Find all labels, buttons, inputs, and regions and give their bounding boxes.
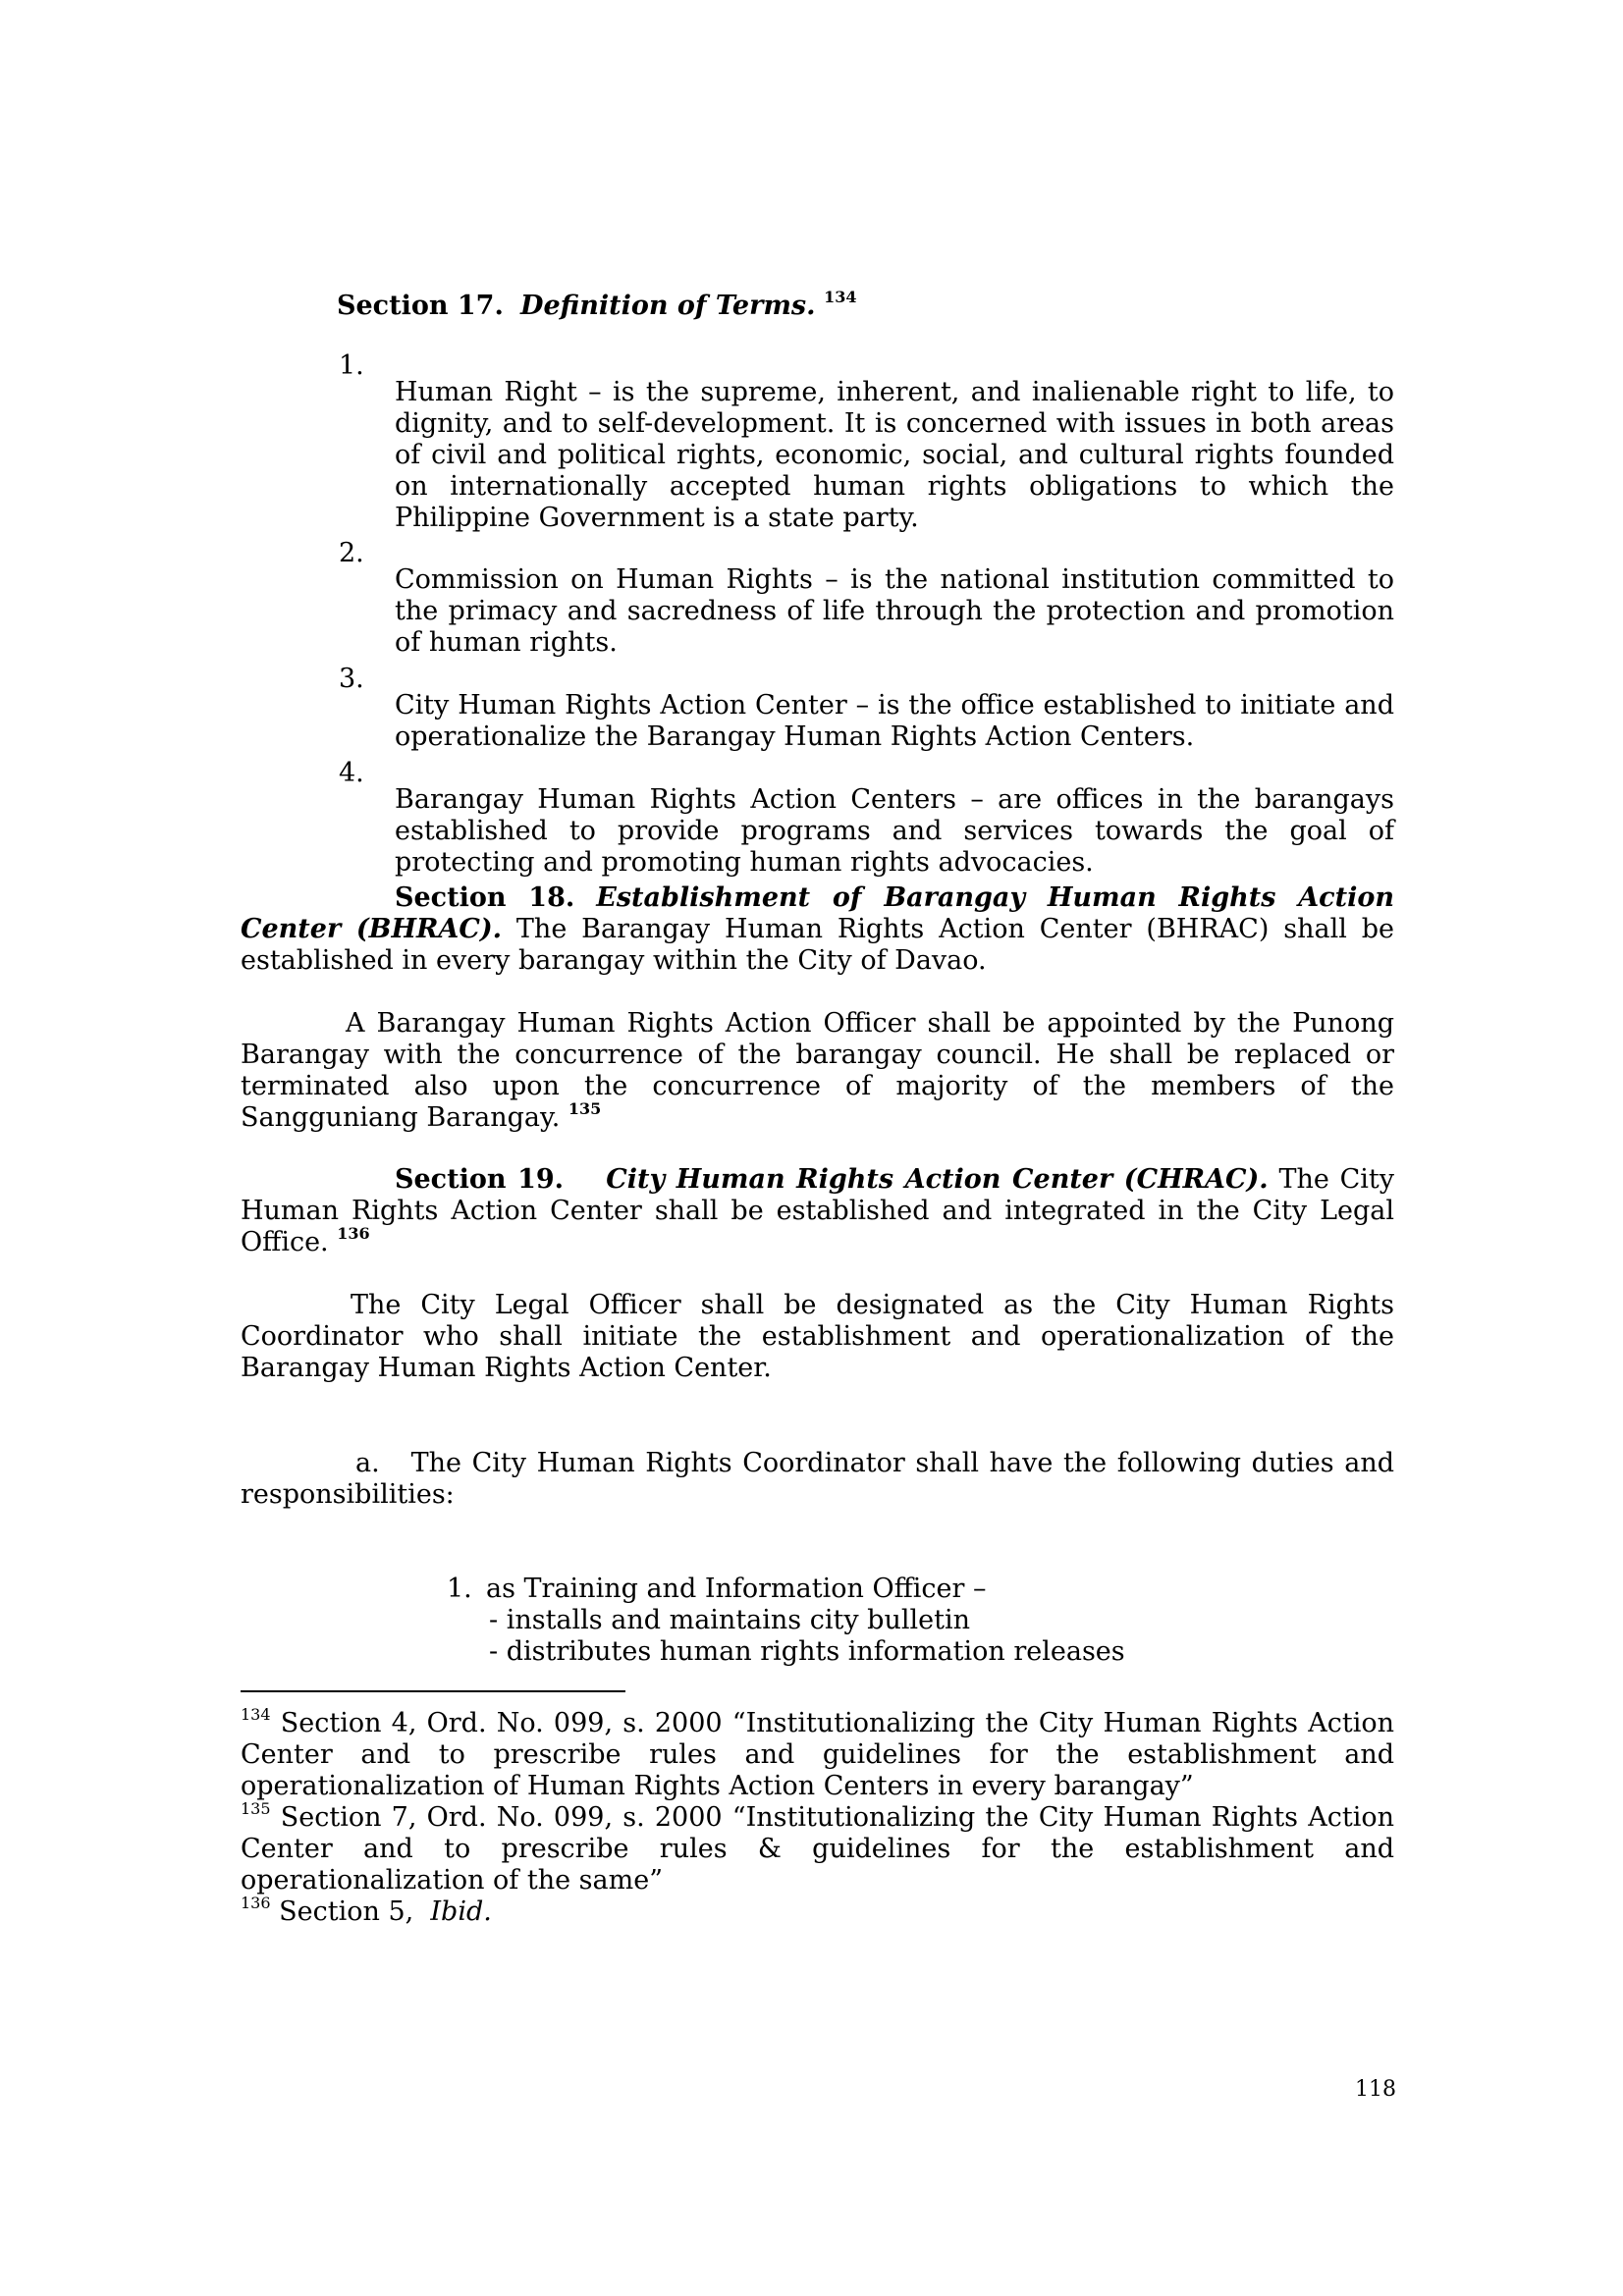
section-17-label: Section 17. [337, 291, 504, 321]
definition-text: Human Right – is the supreme, inherent, and inalienable right to life, to dignity, and to self-development. It is concerned with issues in both areas of civil and political rights, economic, social, and cultural rights founded on internationally accepted human rights obligations to which the Philippine Government is a state party. [395, 377, 1394, 533]
section-18-label: Section 18. [395, 882, 575, 913]
section-19-title: City Human Rights Action Center (CHRAC). [606, 1164, 1269, 1195]
footnote-text: Section 7, Ord. No. 099, s. 2000 “Institutionalizing the City Human Rights Action Center and to prescribe rules & guidelines for the establishment and operationalization of the same” [241, 1802, 1394, 1896]
definition-text: City Human Rights Action Center – is the office established to initiate and operationalize the Barangay Human Rights Action Centers. [395, 690, 1394, 752]
footnote-ref-135: 135 [568, 1099, 602, 1118]
section-19-text: The City Human Rights Action Center shall be established and integrated in the City Legal Office. [241, 1164, 1394, 1257]
definition-text: Commission on Human Rights – is the national institution committed to the primacy and sacredness of life through the protection and promotion of human rights. [395, 564, 1394, 658]
section-17-heading [337, 288, 857, 322]
duty-bullet-1: - installs and maintains city bulletin [489, 1605, 970, 1635]
section-19-label: Section 19. [395, 1164, 565, 1195]
footnote-text: Section 4, Ord. No. 099, s. 2000 “Institutionalizing the City Human Rights Action Center and to prescribe rules and guidelines for the establishment and operationalization of Human Rights Action Centers in every barangay” [241, 1708, 1394, 1801]
section-18-text: The Barangay Human Rights Action Center (BHRAC) shall be established in every barangay within the City of Davao. [241, 914, 1394, 976]
definition-number: 3. [339, 664, 364, 694]
page-number: 118 [1355, 2077, 1396, 2102]
footnote-number: 136 [241, 1894, 271, 1912]
section-18-para2-text: A Barangay Human Rights Action Officer shall be appointed by the Punong Barangay with the concurrence of the barangay council. He shall be replaced or terminated also upon the concurrence of majority of the members of the Sangguniang Barangay. [241, 1008, 1394, 1133]
footnote-134 [241, 1705, 1394, 1802]
duties-intro-text: The City Human Rights Coordinator shall have the following duties and responsibilities: [241, 1448, 1394, 1510]
duty-bullet-2: - distributes human rights information releases [489, 1636, 1125, 1667]
duties-intro-paragraph [241, 1448, 1394, 1511]
footnote-separator [241, 1690, 625, 1692]
footnote-ref-134: 134 [824, 288, 857, 306]
duties-letter: a. [355, 1448, 380, 1478]
section-17-title: Definition of Terms. [520, 291, 816, 321]
definition-number: 4. [339, 758, 364, 788]
duty-number: 1. [447, 1574, 472, 1604]
section-19-para2-text: The City Legal Officer shall be designated as the City Human Rights Coordinator who shall initiate the establishment and operationalization of the Barangay Human Rights Action Center. [241, 1290, 1394, 1383]
section-18-title: Establishment of Barangay Human Rights Action Center (BHRAC). [241, 882, 1394, 944]
definition-number: 1. [339, 350, 364, 381]
footnote-136 [241, 1896, 1394, 1928]
footnote-number: 134 [241, 1705, 271, 1724]
footnote-text: Section 5, [279, 1896, 414, 1927]
section-18-paragraph [241, 882, 1394, 977]
section-19-paragraph [241, 1164, 1394, 1258]
section-19-paragraph-2 [241, 1290, 1394, 1384]
definition-text: Barangay Human Rights Action Centers – are offices in the barangays established to provide programs and services towards the goal of protecting and promoting human rights advocacies. [395, 784, 1394, 878]
footnote-ref-136: 136 [337, 1224, 370, 1243]
footnote-135 [241, 1799, 1394, 1896]
footnote-ibid: Ibid. [430, 1896, 492, 1927]
duty-item-1 [447, 1574, 986, 1605]
footnote-number: 135 [241, 1799, 271, 1818]
definition-item-1 [339, 350, 1394, 561]
section-18-paragraph-2 [241, 1008, 1394, 1134]
duty-title: as Training and Information Officer – [486, 1574, 987, 1604]
definition-number: 2. [339, 538, 364, 568]
